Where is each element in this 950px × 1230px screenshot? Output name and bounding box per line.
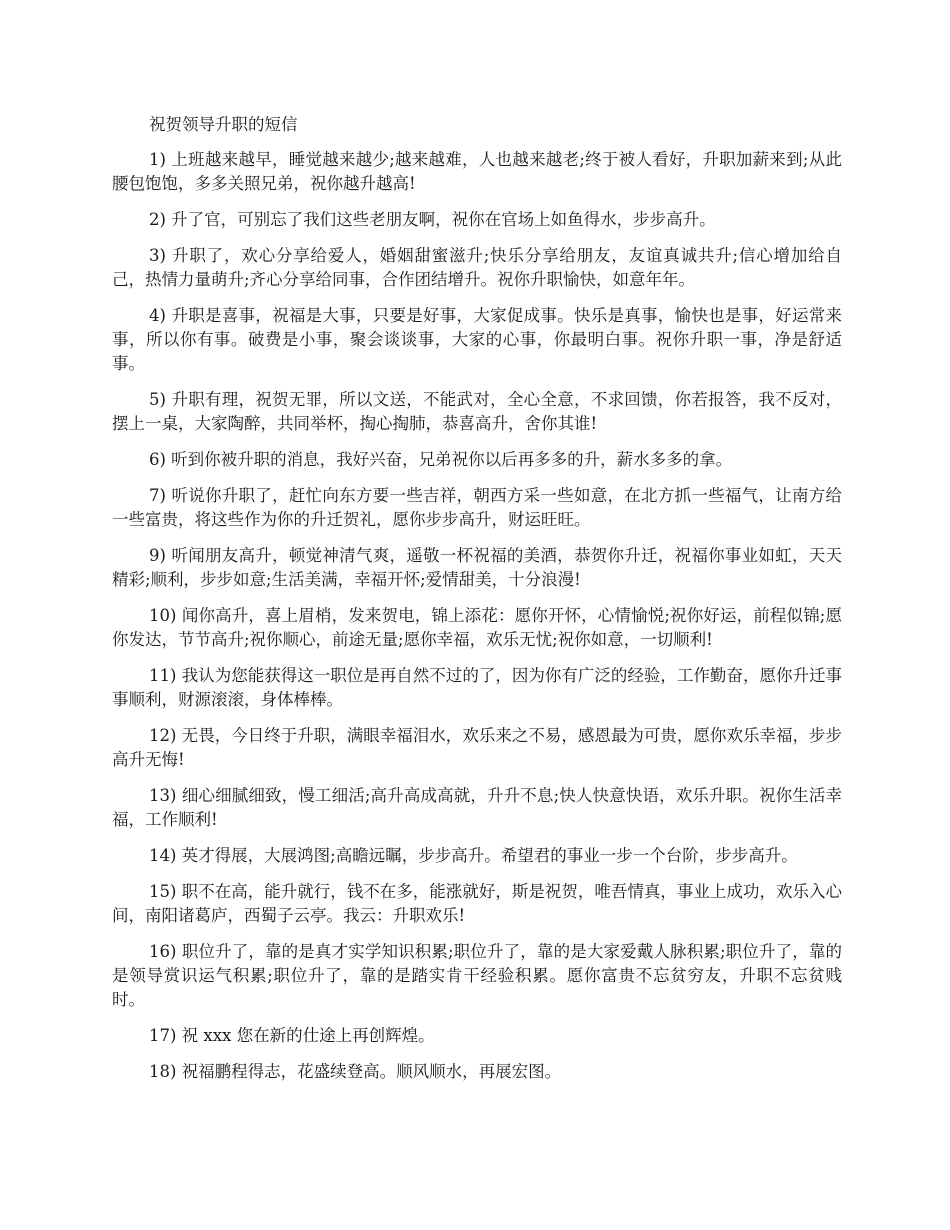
message-item: 16) 职位升了，靠的是真才实学知识积累;职位升了，靠的是大家爱戴人脉积累;职位升了，靠的是领导赏识运气积累;职位升了，靠的是踏实肯干经验积累。愿你富贵不忘贫穷友，升职不忘贫贱时。 bbox=[112, 942, 842, 1009]
message-item: 3) 升职了，欢心分享给爱人，婚姻甜蜜滋升;快乐分享给朋友，友谊真诚共升;信心增加给自己，热情力量萌升;齐心分享给同事，合作团结增升。祝你升职愉快，如意年年。 bbox=[112, 246, 842, 289]
message-item: 14) 英才得展，大展鸿图;高瞻远瞩，步步高升。希望君的事业一步一个台阶，步步高升。 bbox=[149, 846, 798, 865]
message-item: 12) 无畏，今日终于升职，满眼幸福泪水，欢乐来之不易，感恩最为可贵，愿你欢乐幸福，步步高升无悔! bbox=[112, 726, 842, 769]
message-item: 7) 听说你升职了，赶忙向东方要一些吉祥，朝西方采一些如意，在北方抓一些福气，让南方给一些富贵，将这些作为你的升迁贺礼，愿你步步高升，财运旺旺。 bbox=[112, 486, 842, 529]
document-title: 祝贺领导升职的短信 bbox=[149, 115, 298, 134]
message-item: 1) 上班越来越早，睡觉越来越少;越来越难，人也越来越老;终于被人看好，升职加薪来到;从此腰包饱饱，多多关照兄弟，祝你越升越高! bbox=[112, 150, 842, 193]
message-item: 10) 闻你高升，喜上眉梢，发来贺电，锦上添花：愿你开怀，心情愉悦;祝你好运，前程似锦;愿你发达，节节高升;祝你顺心，前途无量;愿你幸福，欢乐无忧;祝你如意，一切顺利! bbox=[112, 606, 842, 649]
document-page bbox=[112, 112, 842, 1096]
message-item: 15) 职不在高，能升就行，钱不在多，能涨就好，斯是祝贺，唯吾情真，事业上成功，欢乐入心间，南阳诸葛庐，西蜀子云亭。我云：升职欢乐! bbox=[112, 882, 842, 925]
message-item: 2) 升了官，可别忘了我们这些老朋友啊，祝你在官场上如鱼得水，步步高升。 bbox=[149, 210, 716, 229]
message-item: 18) 祝福鹏程得志，花盛续登高。顺风顺水，再展宏图。 bbox=[149, 1062, 562, 1081]
message-item: 5) 升职有理，祝贺无罪，所以文送，不能武对，全心全意，不求回馈，你若报答，我不反对，摆上一桌，大家陶醉，共同举杯，掏心掏肺，恭喜高升，舍你其谁! bbox=[112, 390, 842, 433]
message-item: 6) 听到你被升职的消息，我好兴奋，兄弟祝你以后再多多的升，薪水多多的拿。 bbox=[149, 450, 733, 469]
message-item: 9) 听闻朋友高升，顿觉神清气爽，遥敬一杯祝福的美酒，恭贺你升迁，祝福你事业如虹，天天精彩;顺利，步步如意;生活美满，幸福开怀;爱情甜美，十分浪漫! bbox=[112, 546, 842, 589]
message-item: 13) 细心细腻细致，慢工细活;高升高成高就，升升不息;快人快意快语，欢乐升职。祝你生活幸福，工作顺利! bbox=[112, 786, 842, 829]
message-list bbox=[112, 148, 842, 1084]
message-item: 4) 升职是喜事，祝福是大事，只要是好事，大家促成事。快乐是真事，愉快也是事，好运常来事，所以你有事。破费是小事，聚会谈谈事，大家的心事，你最明白事。祝你升职一事，净是舒适事。 bbox=[112, 306, 842, 373]
message-item: 11) 我认为您能获得这一职位是再自然不过的了，因为你有广泛的经验，工作勤奋，愿你升迁事事顺利，财源滚滚，身体棒棒。 bbox=[112, 666, 842, 709]
message-item: 17) 祝 xxx 您在新的仕途上再创辉煌。 bbox=[149, 1026, 435, 1045]
